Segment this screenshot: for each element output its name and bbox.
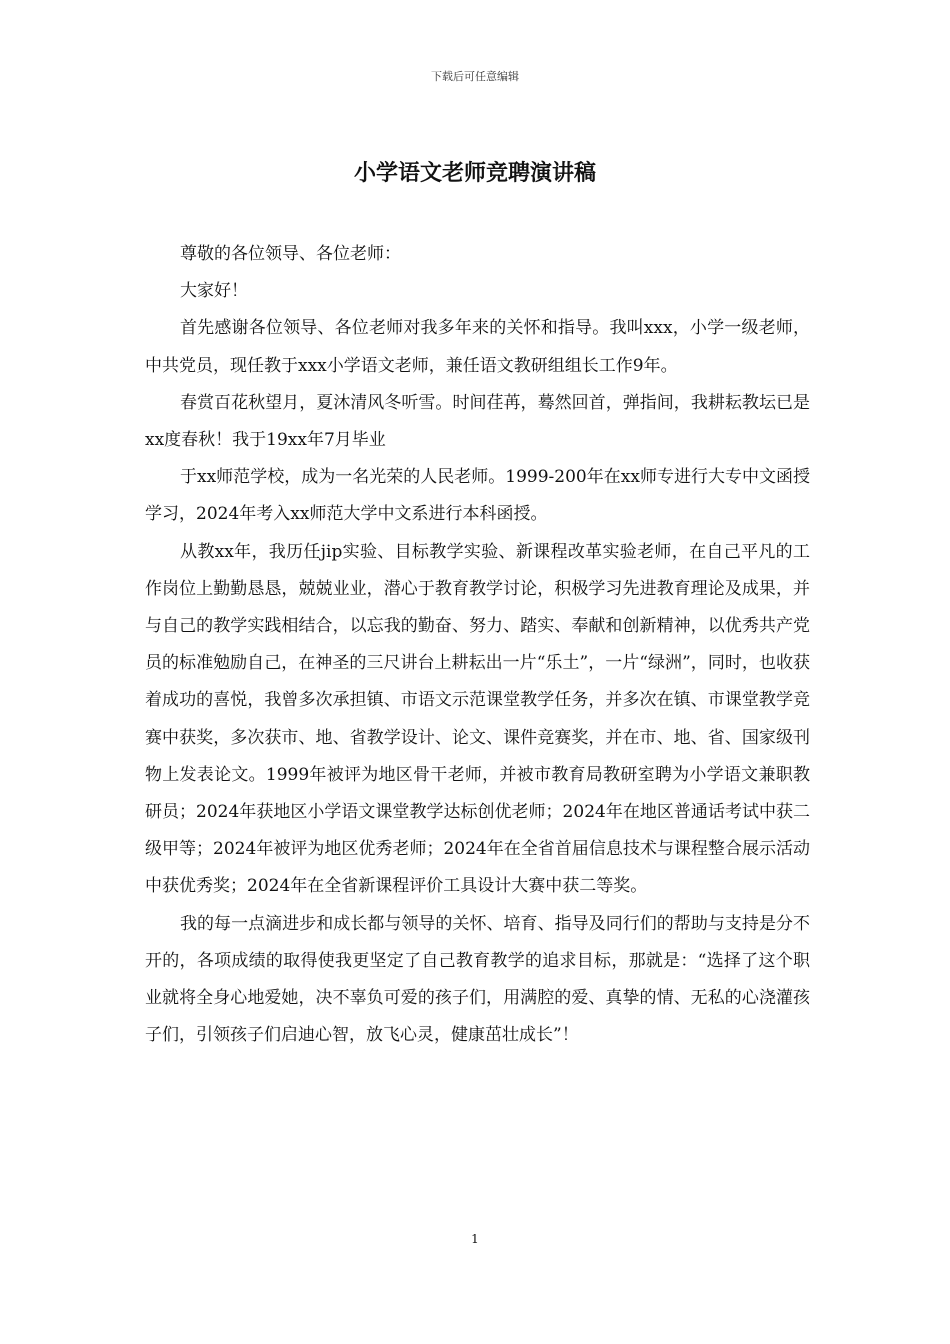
document-title: 小学语文老师竞聘演讲稿 <box>353 160 596 186</box>
paragraph-education: 于xx师范学校，成为一名光荣的人民老师。1999-200年在xx师专进行大专中文函授学习，2024年考入xx师范大学中文系进行本科函授。 <box>145 467 810 525</box>
greeting: 大家好！ <box>180 281 248 302</box>
document-body <box>145 236 810 1054</box>
page-number: 1 <box>471 1232 479 1246</box>
salutation: 尊敬的各位领导、各位老师： <box>180 244 401 264</box>
paragraph-achievements: 从教xx年，我历任jip实验、目标教学实验、新课程改革实验老师，在自己平凡的工作岗位上勤勤恳恳，兢兢业业，潜心于教育教学讨论，积极学习先进教育理论及成果，并与自己的教学实践相结合，以忘我的勤奋、努力、踏实、奉献和创新精神，以优秀共产党员的标准勉励自己，在神圣的三尺讲台上耕耘出一片“乐土”，一片“绿洲”，同时，也收获着成功的喜悦，我曾多次承担镇、市语文示范课堂教学任务，并多次在镇、市课堂教学竞赛中获奖，多次获市、地、省教学设计、论文、课件竞赛奖，并在市、地、省、国家级刊物上发表论文。1999年被评为地区骨干老师，并被市教育局教研室聘为小学语文兼职教研员；2024年获地区小学语文课堂教学达标创优老师；2024年在地区普通话考试中获二级甲等；2024年被评为地区优秀老师；2024年在全省首届信息技术与课程整合展示活动中获优秀奖；2024年在全省新课程评价工具设计大赛中获二等奖。 <box>145 541 810 897</box>
paragraph-goals: 我的每一点滴进步和成长都与领导的关怀、培育、指导及同行们的帮助与支持是分不开的，各项成绩的取得使我更坚定了自己教育教学的追求目标，那就是：“选择了这个职业就将全身心地爱她，决不辜负可爱的孩子们，用满腔的爱、真挚的情、无私的心浇灌孩子们，引领孩子们启迪心智，放飞心灵，健康茁壮成长”！ <box>145 913 810 1046</box>
paragraph-teaching-years: 春赏百花秋望月，夏沐清风冬听雪。时间荏苒，蓦然回首，弹指间，我耕耘教坛已是xx度春秋！我于19xx年7月毕业 <box>145 392 810 451</box>
paragraph-introduction: 首先感谢各位领导、各位老师对我多年来的关怀和指导。我叫xxx，小学一级老师，中共党员，现任教于xxx小学语文老师，兼任语文教研组组长工作9年。 <box>145 318 810 376</box>
page-header: 下载后可任意编辑 <box>431 70 519 83</box>
